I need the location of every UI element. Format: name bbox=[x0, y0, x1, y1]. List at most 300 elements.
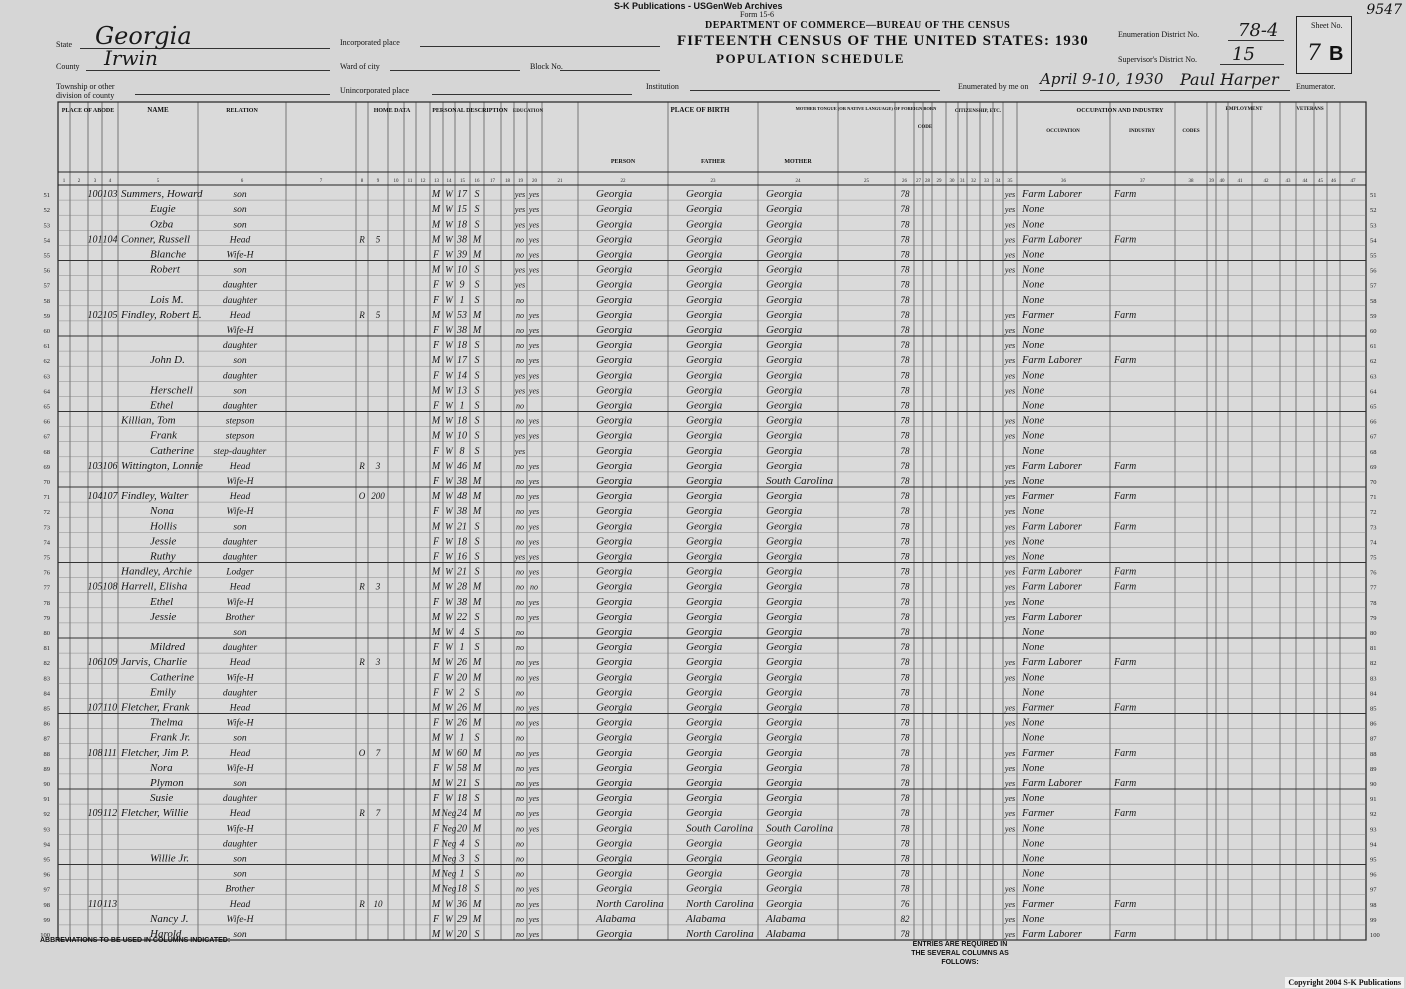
marital-status: S bbox=[474, 642, 480, 654]
birthplace-mother: Georgia bbox=[766, 354, 803, 367]
race: W bbox=[445, 596, 453, 607]
birthplace-person: North Carolina bbox=[596, 897, 664, 910]
state-label: State bbox=[56, 40, 72, 49]
birthplace-code: 78 bbox=[900, 385, 910, 396]
age: 16 bbox=[457, 551, 467, 563]
svg-text:35: 35 bbox=[1007, 179, 1013, 184]
birthplace-mother: Alabama bbox=[766, 912, 806, 925]
marital-status: S bbox=[474, 385, 480, 397]
birthplace-person: Georgia bbox=[596, 746, 633, 759]
svg-text:32: 32 bbox=[971, 179, 976, 184]
can-read: yes bbox=[528, 265, 540, 275]
can-read: yes bbox=[528, 190, 540, 200]
birthplace-person: Georgia bbox=[596, 928, 633, 940]
can-read: yes bbox=[528, 492, 540, 502]
speaks-english: yes bbox=[1004, 763, 1016, 773]
sex: M bbox=[431, 430, 441, 442]
birthplace-person: Georgia bbox=[596, 535, 633, 548]
home-value: 3 bbox=[375, 581, 381, 592]
col-group-employment: EMPLOYMENT bbox=[1225, 107, 1263, 112]
birthplace-mother: Georgia bbox=[766, 459, 803, 472]
home-tenure: R bbox=[359, 657, 365, 668]
occupation: None bbox=[1022, 204, 1045, 216]
relation: son bbox=[233, 356, 247, 367]
birthplace-mother: South Carolina bbox=[766, 822, 834, 835]
family-number: 109 bbox=[102, 657, 118, 669]
line-number-right: 72 bbox=[1370, 509, 1377, 517]
line-number-right: 62 bbox=[1370, 358, 1377, 366]
can-read: yes bbox=[528, 612, 540, 622]
line-number-left: 52 bbox=[43, 207, 50, 215]
occupation: None bbox=[1022, 506, 1045, 518]
school: no bbox=[516, 839, 524, 849]
sex: F bbox=[432, 596, 440, 608]
relation: Wife-H bbox=[226, 326, 254, 336]
age: 58 bbox=[457, 762, 467, 774]
birthplace-father: North Carolina bbox=[686, 897, 754, 910]
school: no bbox=[516, 703, 524, 713]
occupation: None bbox=[1022, 793, 1045, 805]
school: no bbox=[516, 507, 524, 517]
birthplace-father: Georgia bbox=[686, 233, 723, 246]
birthplace-father: Georgia bbox=[686, 716, 723, 729]
school: yes bbox=[514, 386, 526, 396]
home-value: 200 bbox=[371, 491, 385, 502]
school: no bbox=[516, 748, 524, 758]
birthplace-person: Georgia bbox=[596, 595, 633, 608]
svg-text:16: 16 bbox=[474, 179, 480, 184]
birthplace-father: Georgia bbox=[686, 293, 723, 306]
birthplace-person: Georgia bbox=[596, 429, 633, 442]
svg-text:11: 11 bbox=[407, 179, 413, 184]
age: 3 bbox=[459, 853, 465, 865]
person-name: Blanche bbox=[150, 248, 187, 261]
line-number-right: 71 bbox=[1370, 494, 1377, 502]
person-name: Nora bbox=[150, 761, 173, 774]
relation: son bbox=[233, 628, 247, 638]
birthplace-mother: Georgia bbox=[766, 837, 803, 850]
line-number-left: 98 bbox=[43, 901, 50, 909]
birthplace-code: 78 bbox=[900, 445, 910, 456]
occupation: None bbox=[1022, 445, 1045, 457]
birthplace-mother: Georgia bbox=[766, 324, 803, 336]
speaks-english: yes bbox=[1004, 477, 1016, 486]
can-read: yes bbox=[528, 658, 540, 668]
relation: daughter bbox=[222, 839, 258, 850]
col-sub-mother: MOTHER bbox=[784, 159, 812, 165]
birthplace-father: Alabama bbox=[686, 912, 726, 925]
enumerator-name: Paul Harper bbox=[1180, 70, 1279, 89]
age: 18 bbox=[457, 415, 467, 427]
person-name: Catherine bbox=[150, 444, 194, 457]
col-sub-person: PERSON bbox=[610, 159, 636, 165]
age: 18 bbox=[457, 536, 467, 548]
birthplace-mother: Georgia bbox=[766, 792, 803, 805]
birthplace-mother: Georgia bbox=[766, 550, 803, 563]
relation: Head bbox=[229, 748, 251, 759]
sex: M bbox=[431, 627, 441, 638]
can-read: yes bbox=[528, 341, 540, 351]
birthplace-code: 82 bbox=[900, 913, 910, 924]
dwelling-number: 102 bbox=[87, 309, 103, 321]
line-number-right: 65 bbox=[1370, 403, 1377, 411]
relation: daughter bbox=[222, 552, 258, 563]
birthplace-person: Georgia bbox=[596, 475, 633, 487]
race: W bbox=[445, 219, 453, 230]
sex: M bbox=[431, 491, 441, 503]
birthplace-mother: Georgia bbox=[766, 807, 803, 820]
marital-status: S bbox=[474, 445, 480, 457]
marital-status: M bbox=[472, 762, 482, 774]
sex: M bbox=[431, 355, 441, 367]
can-read: yes bbox=[528, 899, 540, 909]
birthplace-code: 78 bbox=[900, 325, 910, 335]
birthplace-code: 78 bbox=[900, 929, 910, 939]
speaks-english: yes bbox=[1004, 190, 1016, 200]
can-read: yes bbox=[528, 824, 540, 834]
birthplace-father: Georgia bbox=[686, 354, 723, 367]
birthplace-person: Georgia bbox=[596, 610, 633, 623]
speaks-english: yes bbox=[1004, 250, 1016, 260]
person-name: Jessie bbox=[150, 535, 177, 548]
marital-status: S bbox=[474, 732, 480, 744]
age: 53 bbox=[457, 309, 467, 321]
birthplace-father: Georgia bbox=[686, 505, 723, 518]
relation: son bbox=[233, 779, 247, 789]
birthplace-mother: Georgia bbox=[766, 233, 803, 246]
industry: Farm bbox=[1114, 309, 1137, 321]
age: 8 bbox=[459, 445, 465, 457]
relation: son bbox=[233, 733, 247, 744]
svg-text:2: 2 bbox=[77, 179, 81, 184]
person-name: Findley, Walter bbox=[121, 490, 189, 503]
col-group-relation: RELATION bbox=[226, 108, 258, 114]
svg-text:25: 25 bbox=[864, 179, 869, 184]
birthplace-father: Georgia bbox=[686, 490, 723, 503]
home-value: 3 bbox=[375, 460, 381, 471]
speaks-english: yes bbox=[1004, 582, 1016, 592]
person-name: Ruthy bbox=[150, 550, 176, 563]
race: W bbox=[445, 657, 453, 668]
relation: Lodger bbox=[226, 567, 254, 578]
line-number-right: 87 bbox=[1370, 735, 1377, 743]
col-sub-industry: INDUSTRY bbox=[1129, 129, 1155, 134]
birthplace-father: Georgia bbox=[686, 595, 723, 608]
occupation: None bbox=[1022, 325, 1045, 336]
birthplace-person: Georgia bbox=[596, 490, 633, 503]
birthplace-code: 78 bbox=[900, 234, 910, 245]
age: 29 bbox=[457, 913, 467, 925]
person-name: Handley, Archie bbox=[121, 565, 192, 578]
can-read: yes bbox=[528, 371, 540, 381]
marital-status: S bbox=[474, 536, 480, 548]
can-read: yes bbox=[528, 310, 540, 320]
age: 48 bbox=[457, 491, 467, 503]
unincorporated-label: Unincorporated place bbox=[340, 86, 410, 95]
relation: Head bbox=[229, 310, 251, 321]
birthplace-mother: Georgia bbox=[766, 852, 803, 865]
line-number-right: 55 bbox=[1370, 252, 1377, 260]
occupation: None bbox=[1022, 476, 1045, 487]
svg-text:39: 39 bbox=[1209, 179, 1214, 184]
race: W bbox=[445, 189, 453, 200]
birthplace-code: 78 bbox=[900, 823, 910, 834]
birthplace-father: Georgia bbox=[686, 263, 723, 276]
speaks-english: yes bbox=[1004, 235, 1016, 245]
person-name: Conner, Russell bbox=[121, 233, 191, 246]
age: 28 bbox=[457, 581, 467, 593]
birthplace-code: 78 bbox=[900, 309, 910, 320]
speaks-english: yes bbox=[1004, 386, 1016, 396]
age: 38 bbox=[457, 596, 467, 608]
sex: F bbox=[432, 913, 440, 925]
birthplace-father: Georgia bbox=[686, 429, 723, 442]
dwelling-number: 109 bbox=[87, 808, 103, 820]
line-number-right: 78 bbox=[1370, 599, 1377, 607]
race: Neg bbox=[441, 853, 457, 864]
person-name: Killian, Tom bbox=[121, 414, 176, 427]
school: no bbox=[516, 854, 524, 864]
race: W bbox=[445, 294, 453, 305]
line-number-right: 63 bbox=[1370, 373, 1377, 381]
svg-text:30: 30 bbox=[949, 179, 955, 184]
dwelling-number: 106 bbox=[87, 657, 103, 669]
occupation: None bbox=[1022, 340, 1045, 352]
sex: F bbox=[432, 536, 440, 548]
speaks-english: yes bbox=[1004, 914, 1016, 924]
line-number-left: 95 bbox=[43, 856, 50, 864]
birthplace-father: Georgia bbox=[686, 203, 723, 216]
birthplace-person: Georgia bbox=[596, 324, 633, 336]
race: W bbox=[445, 747, 453, 758]
sex: M bbox=[431, 929, 441, 940]
person-name: Hollis bbox=[150, 520, 177, 533]
line-number-right: 86 bbox=[1370, 720, 1377, 728]
birthplace-person: Georgia bbox=[596, 807, 633, 820]
occupation: Farmer bbox=[1022, 747, 1055, 759]
race: W bbox=[445, 370, 453, 381]
industry: Farm bbox=[1114, 581, 1137, 593]
sex: M bbox=[431, 898, 441, 910]
birthplace-person: Georgia bbox=[596, 293, 633, 306]
sex: M bbox=[431, 219, 441, 231]
line-number-left: 79 bbox=[43, 614, 50, 622]
line-number-left: 58 bbox=[43, 297, 50, 305]
school: no bbox=[516, 597, 524, 607]
race: W bbox=[445, 234, 453, 245]
relation: daughter bbox=[222, 537, 258, 548]
marital-status: S bbox=[474, 415, 480, 427]
birthplace-code: 78 bbox=[900, 415, 910, 426]
school: no bbox=[516, 235, 524, 245]
occupation: Farm Laborer bbox=[1022, 929, 1082, 940]
occupation: Farmer bbox=[1022, 808, 1055, 820]
family-number: 106 bbox=[102, 460, 118, 472]
sex: M bbox=[431, 657, 441, 669]
sex: F bbox=[432, 506, 440, 518]
department-heading: DEPARTMENT OF COMMERCE—BUREAU OF THE CENSUS bbox=[705, 20, 1011, 31]
school: no bbox=[516, 295, 524, 305]
birthplace-mother: Georgia bbox=[766, 610, 803, 623]
speaks-english: yes bbox=[1004, 205, 1016, 215]
person-name: Catherine bbox=[150, 671, 194, 684]
birthplace-code: 78 bbox=[900, 657, 910, 668]
relation: Wife-H bbox=[226, 763, 254, 774]
school: no bbox=[516, 628, 524, 637]
birthplace-code: 78 bbox=[900, 340, 910, 351]
occupation: None bbox=[1022, 551, 1045, 563]
sex: F bbox=[432, 642, 440, 654]
school: no bbox=[516, 310, 524, 320]
can-read: yes bbox=[528, 507, 540, 517]
svg-text:3: 3 bbox=[93, 179, 97, 184]
county-label: County bbox=[56, 62, 80, 71]
marital-status: M bbox=[472, 747, 482, 759]
line-number-right: 92 bbox=[1370, 811, 1377, 819]
marital-status: S bbox=[474, 853, 480, 865]
state-value: Georgia bbox=[95, 22, 192, 50]
birthplace-mother: Georgia bbox=[766, 671, 803, 684]
sex: F bbox=[432, 823, 440, 835]
person-name: Plymon bbox=[150, 777, 184, 789]
sex: F bbox=[432, 717, 440, 729]
birthplace-person: Georgia bbox=[596, 822, 633, 835]
industry: Farm bbox=[1114, 189, 1137, 201]
col-group-abode: PLACE OF ABODE bbox=[61, 108, 115, 114]
birthplace-person: Georgia bbox=[596, 701, 633, 714]
school: no bbox=[516, 809, 524, 819]
birthplace-father: Georgia bbox=[686, 580, 723, 593]
birthplace-code: 78 bbox=[900, 687, 910, 698]
svg-text:31: 31 bbox=[960, 179, 965, 184]
birthplace-person: Georgia bbox=[596, 354, 633, 367]
can-read: yes bbox=[528, 809, 540, 819]
col-group-citizenship: CITIZENSHIP, ETC. bbox=[954, 109, 1002, 114]
birthplace-father: Georgia bbox=[686, 444, 723, 457]
industry: Farm bbox=[1114, 778, 1137, 789]
person-name: Findley, Robert E. bbox=[121, 308, 202, 321]
birthplace-mother: Georgia bbox=[766, 761, 803, 774]
speaks-english: yes bbox=[1004, 265, 1016, 275]
marital-status: M bbox=[472, 913, 482, 925]
can-read: yes bbox=[528, 567, 540, 577]
line-number-left: 57 bbox=[43, 282, 50, 290]
home-tenure: R bbox=[359, 898, 365, 909]
race: W bbox=[445, 551, 453, 562]
age: 38 bbox=[457, 506, 467, 518]
sex: M bbox=[431, 234, 441, 246]
svg-text:20: 20 bbox=[532, 179, 537, 184]
occupation: Farmer bbox=[1022, 702, 1055, 714]
birthplace-code: 78 bbox=[900, 204, 910, 215]
page-number: 9547 bbox=[1366, 2, 1402, 18]
speaks-english: yes bbox=[1004, 567, 1016, 577]
marital-status: M bbox=[472, 309, 482, 321]
birthplace-mother: Georgia bbox=[766, 505, 803, 518]
race: W bbox=[445, 732, 453, 743]
line-number-left: 71 bbox=[43, 494, 50, 502]
marital-status: M bbox=[472, 808, 482, 820]
birthplace-person: Georgia bbox=[596, 777, 633, 789]
speaks-english: yes bbox=[1004, 341, 1016, 351]
birthplace-mother: Georgia bbox=[766, 595, 803, 608]
svg-text:27: 27 bbox=[916, 179, 921, 184]
sex: M bbox=[431, 581, 441, 593]
dwelling-number: 110 bbox=[87, 898, 103, 910]
line-number-left: 86 bbox=[43, 720, 50, 728]
speaks-english: yes bbox=[1004, 899, 1016, 909]
relation: son bbox=[233, 522, 247, 533]
race: Neg bbox=[441, 808, 457, 819]
birthplace-father: Georgia bbox=[686, 339, 723, 352]
enumeration-date: April 9-10, 1930 bbox=[1040, 70, 1164, 88]
svg-text:38: 38 bbox=[1188, 179, 1194, 184]
line-number-left: 54 bbox=[43, 237, 50, 245]
speaks-english: yes bbox=[1004, 779, 1016, 788]
marital-status: S bbox=[474, 219, 480, 231]
race: W bbox=[445, 521, 453, 532]
speaks-english: yes bbox=[1004, 537, 1016, 547]
line-number-right: 51 bbox=[1370, 192, 1377, 200]
svg-text:47: 47 bbox=[1350, 179, 1356, 184]
relation: daughter bbox=[222, 295, 258, 306]
line-number-left: 55 bbox=[43, 252, 50, 260]
age: 4 bbox=[459, 627, 465, 638]
birthplace-person: Georgia bbox=[596, 218, 633, 231]
occupation: None bbox=[1022, 762, 1045, 774]
sex: F bbox=[432, 672, 440, 684]
marital-status: M bbox=[472, 823, 482, 835]
birthplace-code: 78 bbox=[900, 476, 910, 486]
marital-status: S bbox=[474, 521, 480, 533]
birthplace-person: Georgia bbox=[596, 686, 633, 699]
line-number-right: 99 bbox=[1370, 916, 1377, 924]
relation: daughter bbox=[222, 794, 258, 805]
can-read: yes bbox=[528, 537, 540, 547]
line-number-left: 67 bbox=[43, 433, 50, 441]
relation: Wife-H bbox=[226, 673, 254, 684]
col-sub-codes: CODES bbox=[1182, 129, 1200, 134]
line-number-left: 88 bbox=[43, 750, 50, 758]
line-number-left: 73 bbox=[43, 524, 50, 532]
birthplace-code: 78 bbox=[900, 717, 910, 728]
birthplace-person: Georgia bbox=[596, 278, 633, 291]
industry: Farm bbox=[1114, 491, 1137, 503]
svg-text:43: 43 bbox=[1285, 179, 1291, 184]
line-number-left: 51 bbox=[43, 192, 50, 200]
race: W bbox=[445, 355, 453, 366]
person-name: Wittington, Lonnie bbox=[121, 459, 203, 472]
sex: M bbox=[431, 204, 441, 216]
line-number-left: 89 bbox=[43, 765, 50, 773]
person-name: Harold bbox=[150, 928, 182, 940]
line-number-right: 100 bbox=[1370, 932, 1380, 939]
dwelling-number: 103 bbox=[87, 460, 103, 472]
birthplace-mother: Georgia bbox=[766, 384, 803, 397]
sex: M bbox=[431, 732, 441, 744]
sex: F bbox=[432, 445, 440, 457]
birthplace-person: Georgia bbox=[596, 339, 633, 352]
sex: M bbox=[431, 309, 441, 321]
birthplace-code: 78 bbox=[900, 506, 910, 517]
occupation: None bbox=[1022, 219, 1045, 231]
speaks-english: yes bbox=[1004, 597, 1016, 607]
line-number-left: 69 bbox=[43, 463, 50, 471]
occupation: Farm Laborer bbox=[1022, 611, 1082, 623]
age: 38 bbox=[457, 325, 467, 336]
can-read: yes bbox=[528, 597, 540, 607]
occupation: Farm Laborer bbox=[1022, 657, 1082, 669]
